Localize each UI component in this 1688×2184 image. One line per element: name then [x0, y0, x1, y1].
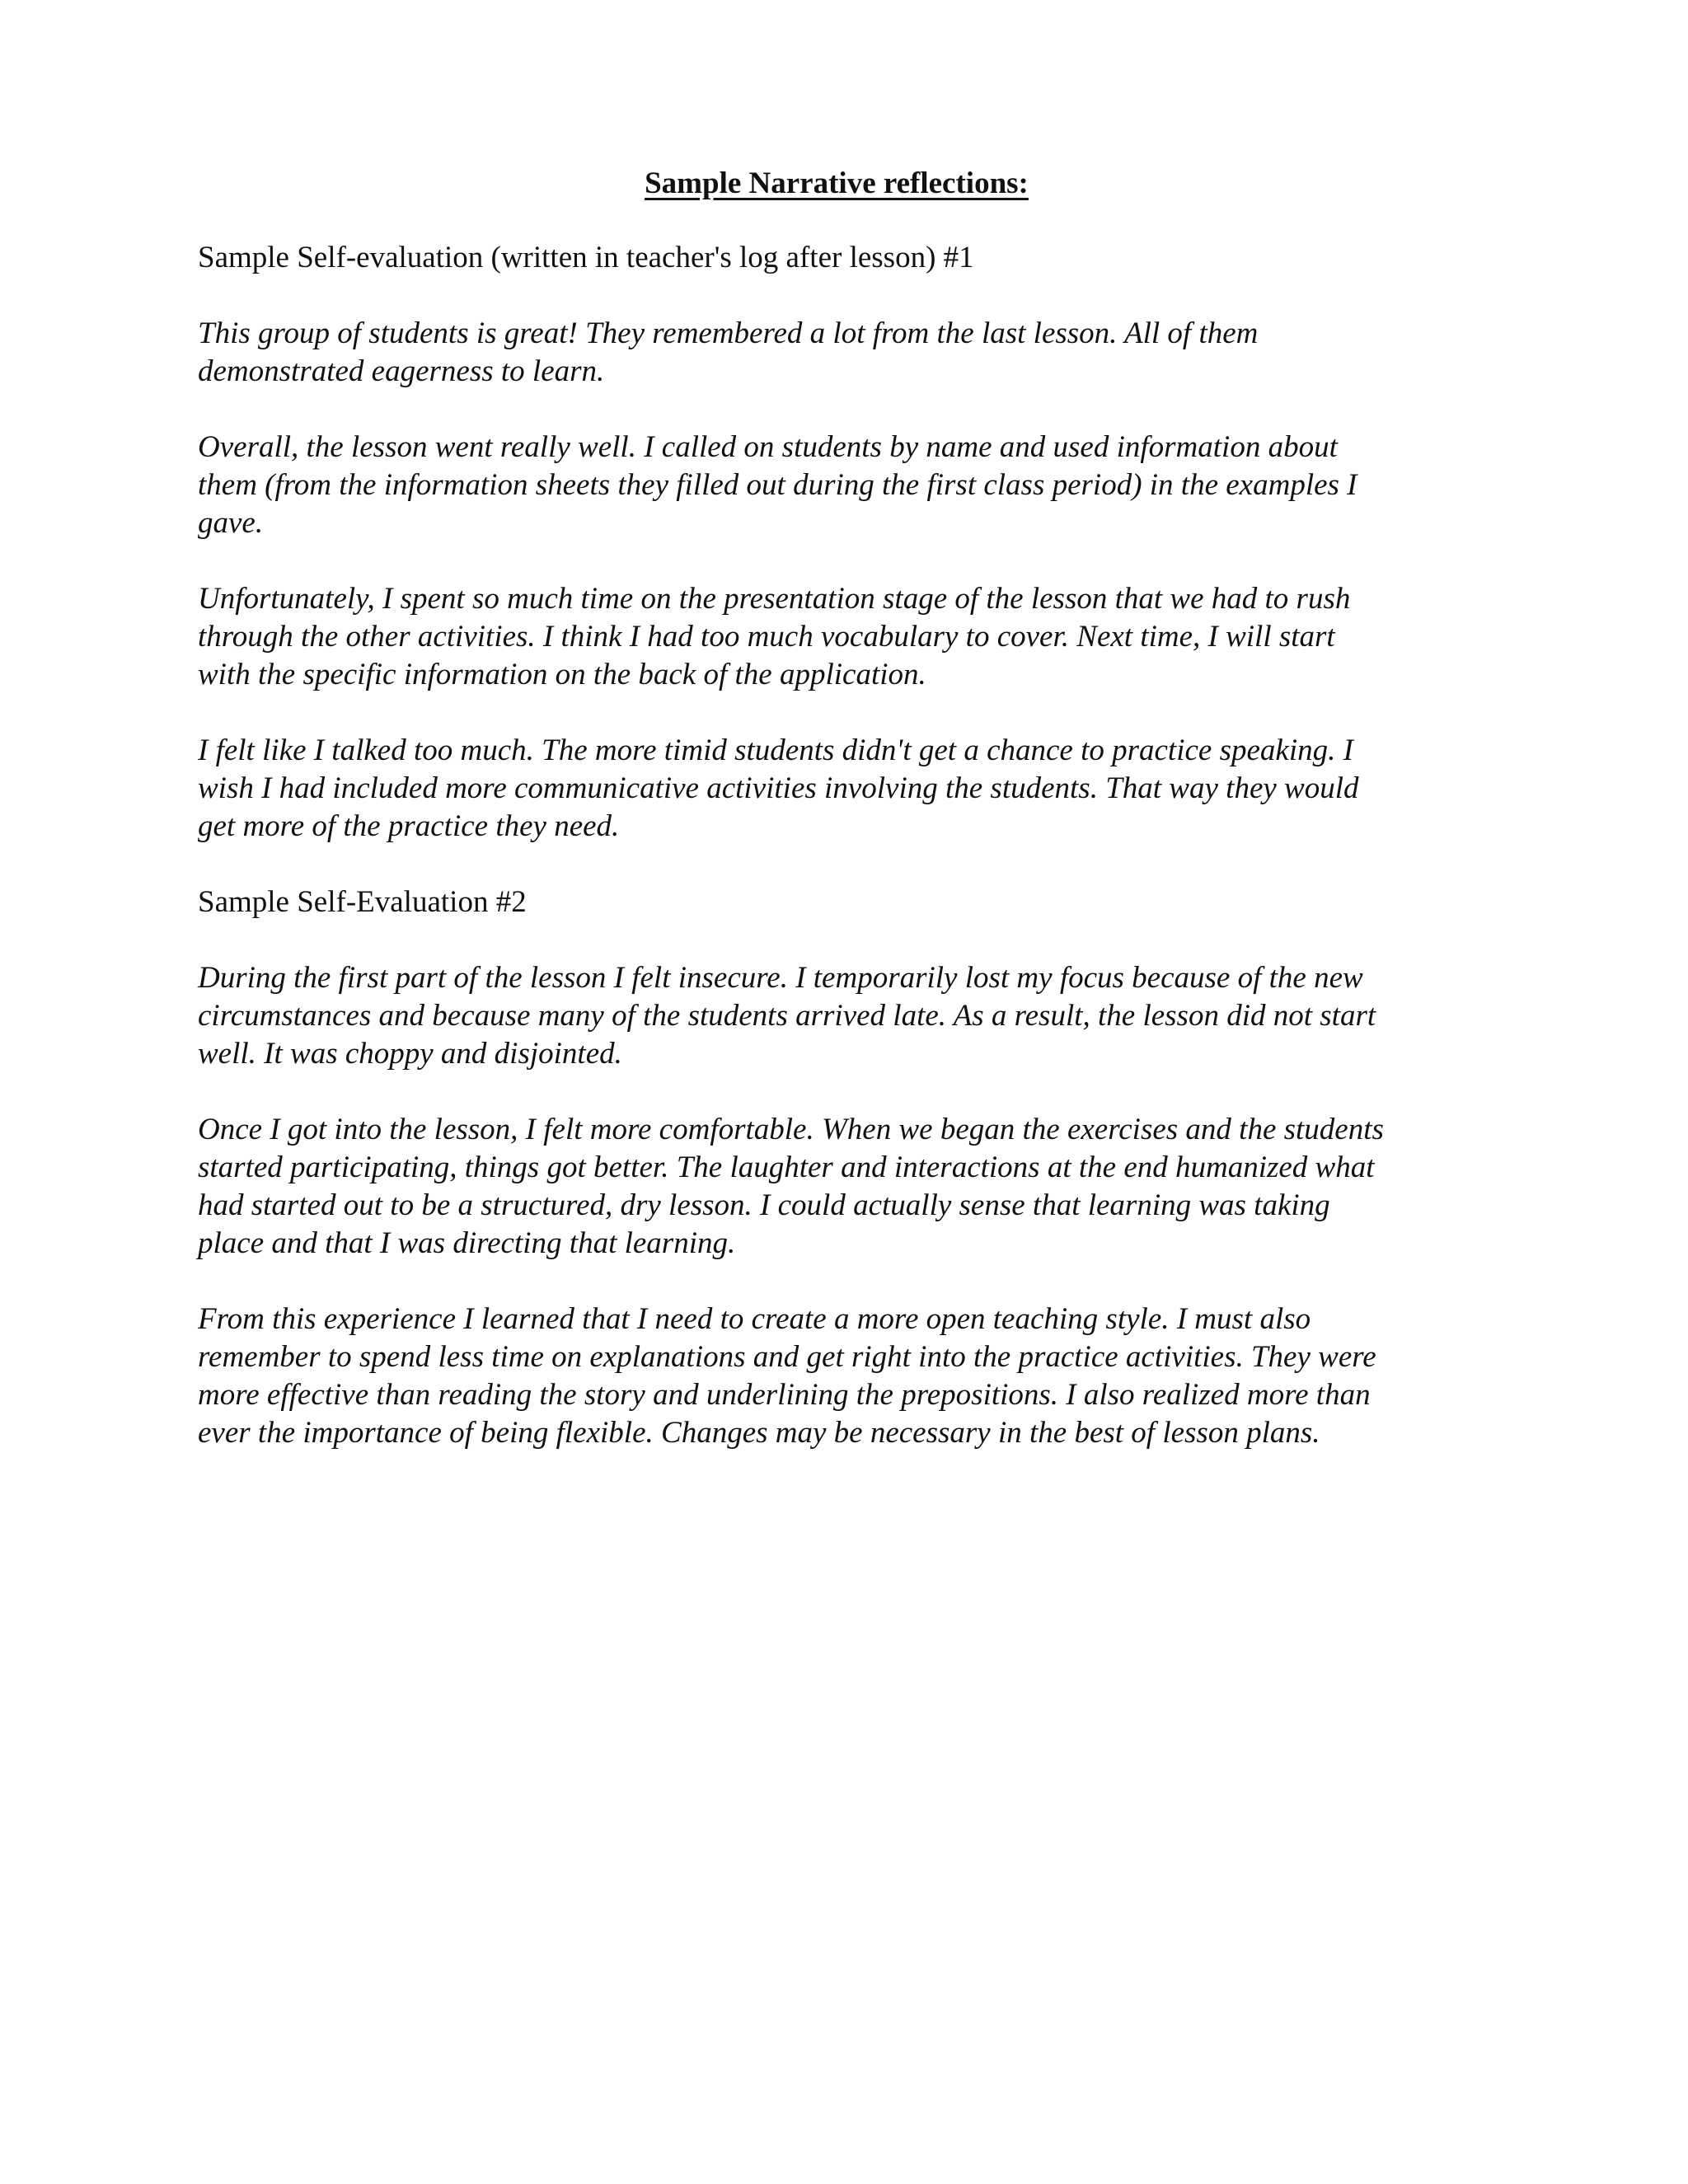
- text-line: wish I had included more communicative activities involving the students. That way they would: [198, 771, 1359, 805]
- text-line: with the specific information on the back of the application.: [198, 658, 926, 691]
- text-line: demonstrated eagerness to learn.: [198, 354, 605, 388]
- text-line: From this experience I learned that I need to create a more open teaching style. I must also: [198, 1302, 1311, 1336]
- section2-heading: Sample Self-Evaluation #2: [198, 885, 527, 919]
- text-line: gave.: [198, 506, 264, 540]
- document-body: [198, 239, 1500, 1490]
- text-line: remember to spend less time on explanations and get right into the practice activities. They were: [198, 1340, 1376, 1374]
- section1-paragraph-1: [198, 315, 1500, 391]
- text-line: Once I got into the lesson, I felt more comfortable. When we began the exercises and the students: [198, 1113, 1384, 1146]
- section2-paragraph-3: [198, 1301, 1500, 1452]
- section2-paragraph-1: [198, 959, 1500, 1073]
- text-line: started participating, things got better. The laughter and interactions at the end humanized what: [198, 1151, 1375, 1184]
- text-line: had started out to be a structured, dry lesson. I could actually sense that learning was taking: [198, 1188, 1330, 1222]
- section1-paragraph-4: [198, 732, 1500, 846]
- text-line: I felt like I talked too much. The more timid students didn't get a chance to practice speaking. I: [198, 733, 1353, 767]
- document-title: Sample Narrative reflections:: [645, 166, 1029, 200]
- text-line: This group of students is great! They remembered a lot from the last lesson. All of them: [198, 316, 1259, 350]
- text-line: During the first part of the lesson I felt insecure. I temporarily lost my focus because of the new: [198, 961, 1363, 995]
- text-line: circumstances and because many of the students arrived late. As a result, the lesson did not start: [198, 999, 1376, 1033]
- text-line: Overall, the lesson went really well. I called on students by name and used information about: [198, 430, 1338, 464]
- text-line: through the other activities. I think I had too much vocabulary to cover. Next time, I will start: [198, 620, 1335, 654]
- text-line: ever the importance of being flexible. Changes may be necessary in the best of lesson plans.: [198, 1416, 1320, 1450]
- section1-paragraph-3: [198, 580, 1500, 694]
- section1-heading: Sample Self-evaluation (written in teacher's log after lesson) #1: [198, 241, 974, 274]
- text-line: more effective than reading the story and underlining the prepositions. I also realized more than: [198, 1378, 1371, 1412]
- section1-paragraph-2: [198, 429, 1500, 542]
- text-line: place and that I was directing that learning.: [198, 1226, 736, 1260]
- text-line: get more of the practice they need.: [198, 809, 620, 843]
- text-line: well. It was choppy and disjointed.: [198, 1037, 622, 1071]
- text-line: Unfortunately, I spent so much time on the presentation stage of the lesson that we had to rush: [198, 582, 1351, 616]
- section2-paragraph-2: [198, 1111, 1500, 1263]
- text-line: them (from the information sheets they filled out during the first class period) in the examples I: [198, 468, 1357, 502]
